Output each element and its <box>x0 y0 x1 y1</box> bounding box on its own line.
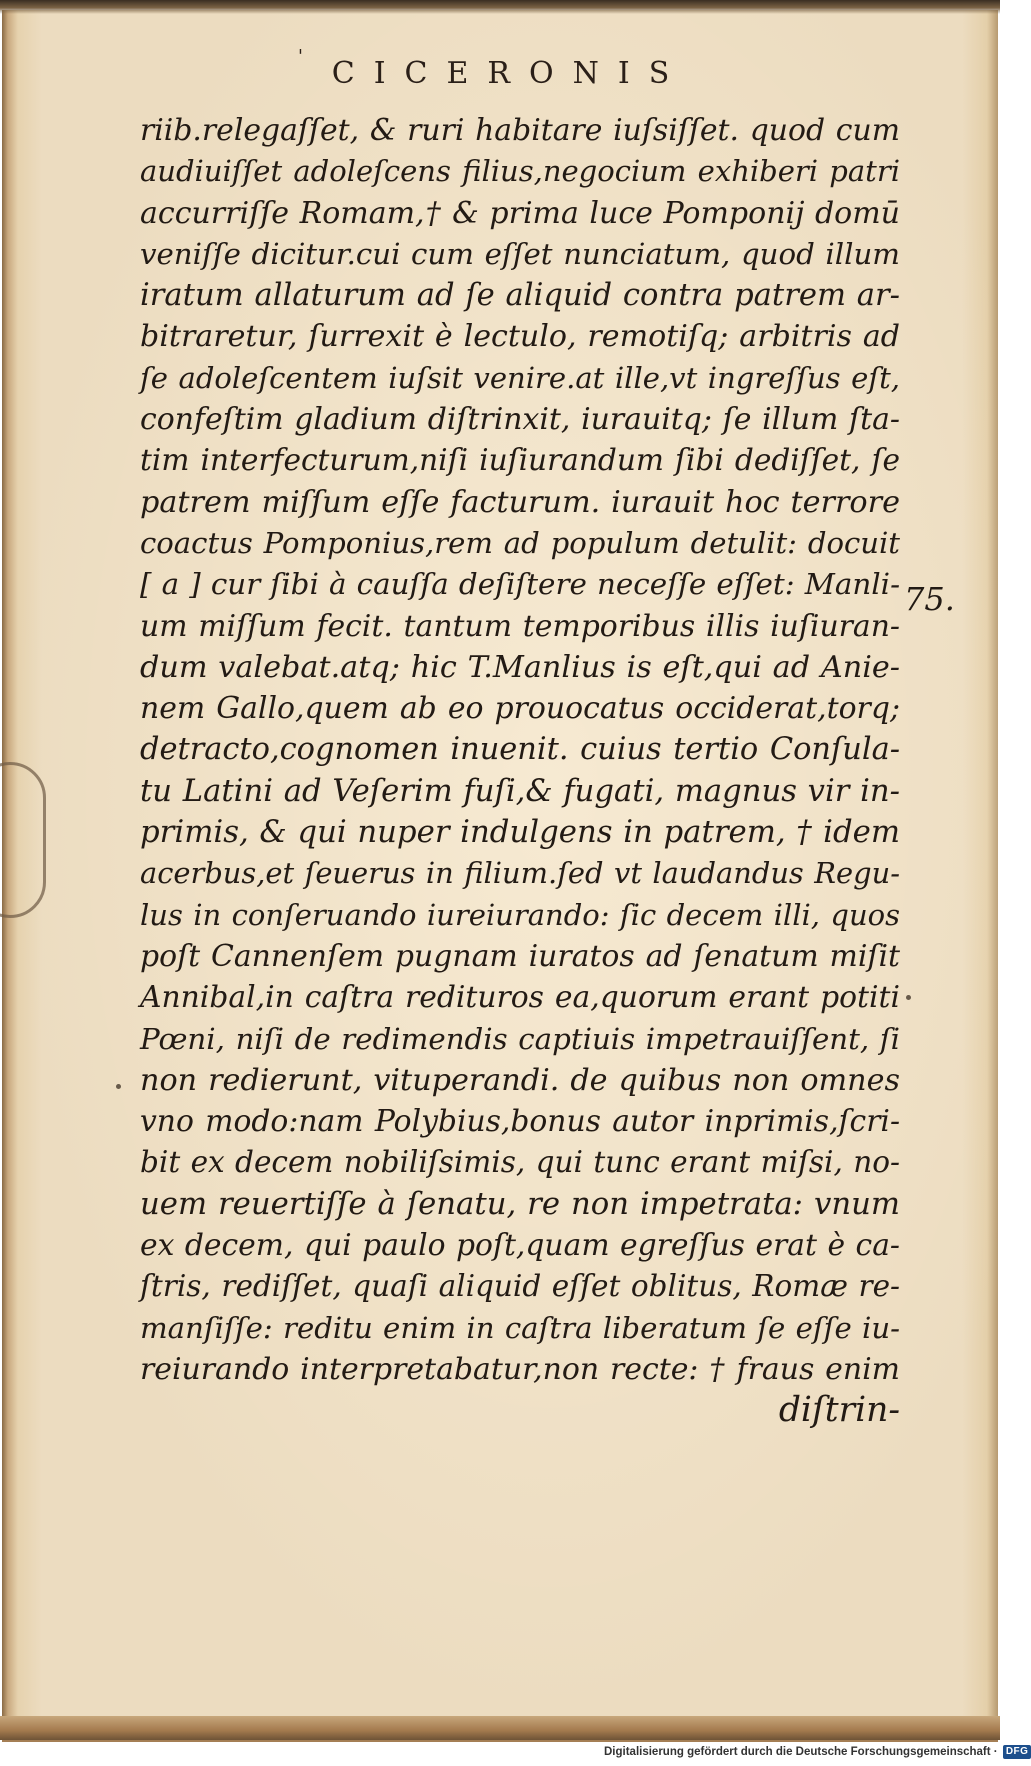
ink-speck <box>906 995 911 1000</box>
text-line: ſtris, rediſſet, quaſi aliquid eſſet oblitus, Romæ re- <box>140 1269 900 1304</box>
text-line: um miſſum fecit. tantum temporibus illis iuſiuran- <box>140 608 900 644</box>
text-line: vno modo:nam Polybius,bonus autor inprimis,ſcri- <box>140 1104 900 1140</box>
text-line: confeſtim gladium diſtrinxit, iurauitq; ſe illum ſta- <box>140 402 900 438</box>
text-line: patrem miſſum eſſe facturum. iurauit hoc terrore <box>140 484 900 520</box>
text-line: iratum allaturum ad ſe aliquid contra patrem ar- <box>140 278 900 314</box>
text-line: uem reuertiſſe à ſenatu, re non impetrata: vnum <box>140 1185 900 1222</box>
text-line: Annibal,in caſtra redituros ea,quorum erant potiti <box>140 980 900 1016</box>
text-line: riib.relegaſſet, & ruri habitare iuſsiſſet. quod cum <box>140 113 900 148</box>
text-line: nem Gallo,quem ab eo prouocatus occiderat,torq; <box>140 691 900 727</box>
text-line: manſiſſe: reditu enim in caſtra liberatum ſe eſſe iu- <box>140 1310 900 1345</box>
running-head-tick: ' <box>298 46 303 67</box>
text-line: accurriſſe Romam,† & prima luce Pomponij domū <box>140 195 900 231</box>
body-text <box>140 110 900 1432</box>
text-line: bit ex decem nobiliſsimis, qui tunc erant miſsi, no- <box>140 1145 900 1180</box>
top-edge-shadow <box>0 0 1000 14</box>
text-line: ſe adoleſcentem iuſsit venire.at ille,vt ingreſſus eſt, <box>140 360 900 395</box>
page-edge-bottom <box>0 1716 1000 1740</box>
text-line: bitraretur, ſurrexit è lectulo, remotiſq; arbitris ad <box>140 319 900 355</box>
text-line: veniſſe dicitur.cui cum eſſet nunciatum, quod illum <box>140 236 900 271</box>
text-line: dum valebat.atq; hic T.Manlius is eſt,qui ad Anie- <box>140 649 900 685</box>
text-line: tim interfecturum,niſi iuſiurandum ſibi dediſſet, ſe <box>140 443 900 478</box>
text-line: ex decem, qui paulo poſt,quam egreſſus erat è ca- <box>140 1228 900 1264</box>
text-line: Pœni, niſi de redimendis captiuis impetrauiſſent, ſi <box>140 1021 900 1056</box>
catchword: diſtrin- <box>778 1390 900 1431</box>
digitization-credit <box>604 1745 1031 1759</box>
text-line: tu Latini ad Veſerim fuſi,& fugati, magnus vir in- <box>140 773 900 809</box>
text-line: acerbus,et ſeuerus in filium.ſed vt laudandus Regu- <box>140 856 900 891</box>
text-line: poſt Cannenſem pugnam iuratos ad ſenatum miſit <box>140 938 900 974</box>
text-line: [ a ] cur ſibi à cauſſa deſiſtere neceſſe eſſet: Manli- <box>140 567 900 602</box>
ink-speck <box>116 1084 121 1089</box>
text-line: reiurando interpretabatur,non recte: † fraus enim <box>140 1351 900 1387</box>
dfg-logo: DFG <box>1003 1745 1031 1759</box>
text-line: non redierunt, vituperandi. de quibus non omnes <box>140 1062 900 1098</box>
text-line: audiuiſſet adoleſcens filius,negocium exhiberi patri <box>140 154 900 189</box>
margin-note: 75. <box>904 580 955 618</box>
text-line: coactus Pomponius,rem ad populum detulit: docuit <box>140 525 900 560</box>
text-line: lus in conſeruando iureiurando: ſic decem illi, quos <box>140 897 900 932</box>
running-head: CICERONIS <box>331 56 689 91</box>
credit-text: Digitalisierung gefördert durch die Deutsche Forschungsgemeinschaft · <box>604 1746 998 1759</box>
text-line: primis, & qui nuper indulgens in patrem, † idem <box>140 814 900 851</box>
text-line: detracto,cognomen inuenit. cuius tertio Conſula- <box>140 732 900 768</box>
clasp-mark <box>0 762 46 918</box>
